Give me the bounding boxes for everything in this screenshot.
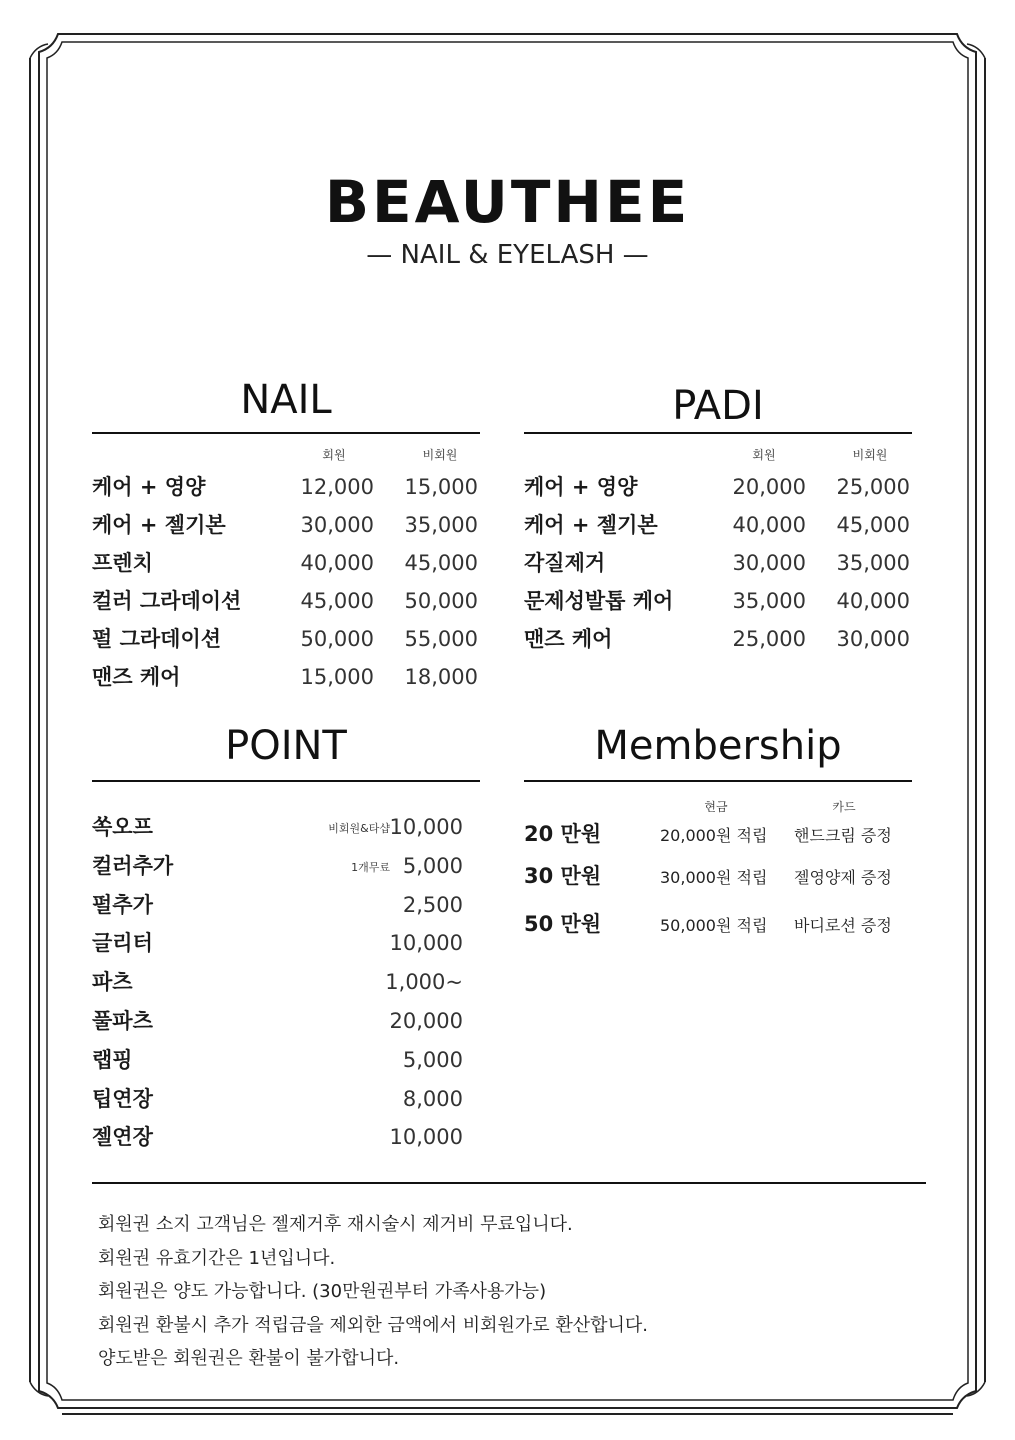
nail-column-headers — [92, 446, 480, 468]
list-item: 50 만원 50,000원 적립 바디로션 증정 — [524, 912, 892, 936]
list-item: 맨즈 케어 15,000 18,000 — [92, 665, 478, 689]
list-item: 컬러 그라데이션 45,000 50,000 — [92, 589, 478, 613]
membership-rule — [524, 780, 912, 782]
list-item: 케어 + 젤기본 40,000 45,000 — [524, 513, 910, 537]
note-line: 회원권 유효기간은 1년입니다. — [98, 1247, 336, 1269]
list-item: 팁연장 8,000 — [92, 1086, 463, 1111]
list-item: 랩핑 5,000 — [92, 1047, 463, 1072]
brand-subtitle: — NAIL & EYELASH — — [366, 240, 649, 270]
membership-title: Membership — [594, 723, 842, 769]
padi-rule — [524, 432, 912, 434]
note-line: 회원권 환불시 추가 적립금을 제외한 금액에서 비회원가로 환산합니다. — [98, 1314, 649, 1336]
cash-column-header: 현금 — [704, 800, 728, 814]
list-item: 프렌치 40,000 45,000 — [92, 551, 478, 575]
membership-notes — [98, 1208, 648, 1376]
list-item: 문제성발톱 케어 35,000 40,000 — [524, 589, 910, 613]
padi-section — [524, 380, 912, 658]
list-item: 파츠 1,000~ — [92, 970, 463, 995]
list-item: 케어 + 영양 20,000 25,000 — [524, 475, 910, 499]
point-section — [92, 720, 480, 1157]
card-column-header: 카드 — [832, 800, 856, 814]
list-item: 컬러추가 1개무료 5,000 — [92, 853, 463, 878]
list-item: 케어 + 영양 12,000 15,000 — [92, 475, 478, 499]
list-item: 펄추가 2,500 — [92, 892, 463, 917]
list-item: 30 만원 30,000원 적립 젤영양제 증정 — [524, 864, 892, 888]
bottom-divider — [92, 1182, 926, 1184]
nonmember-column-header: 비회원 — [422, 448, 458, 462]
padi-title: PADI — [672, 383, 764, 429]
note-line: 회원권은 양도 가능합니다. (30만원권부터 가족사용가능) — [98, 1281, 547, 1302]
padi-column-headers — [524, 446, 912, 468]
note-line: 회원권 소지 고객님은 젤제거후 재시술시 제거비 무료입니다. — [98, 1214, 573, 1235]
member-column-header: 회원 — [752, 448, 776, 462]
list-item: 풀파츠 20,000 — [92, 1008, 463, 1033]
note-line: 양도받은 회원권은 환불이 불가합니다. — [98, 1348, 400, 1369]
brand-title: BEAUTHEE — [324, 168, 691, 236]
member-column-header: 회원 — [322, 448, 346, 462]
nail-section — [92, 374, 480, 696]
list-item: 젤연장 10,000 — [92, 1125, 463, 1150]
list-item: 쏙오프 비회원&타샵 10,000 — [92, 815, 463, 839]
list-item: 맨즈 케어 25,000 30,000 — [524, 627, 910, 651]
nonmember-column-header: 비회원 — [852, 448, 888, 462]
list-item: 글리터 10,000 — [92, 931, 463, 956]
point-title: POINT — [225, 723, 347, 769]
nail-title: NAIL — [240, 377, 332, 423]
nail-rule — [92, 432, 480, 434]
list-item: 20 만원 20,000원 적립 핸드크림 증정 — [524, 822, 892, 846]
list-item: 펄 그라데이션 50,000 55,000 — [92, 627, 478, 651]
list-item: 케어 + 젤기본 30,000 35,000 — [92, 513, 478, 537]
list-item: 각질제거 30,000 35,000 — [524, 551, 910, 575]
membership-section — [524, 720, 912, 950]
